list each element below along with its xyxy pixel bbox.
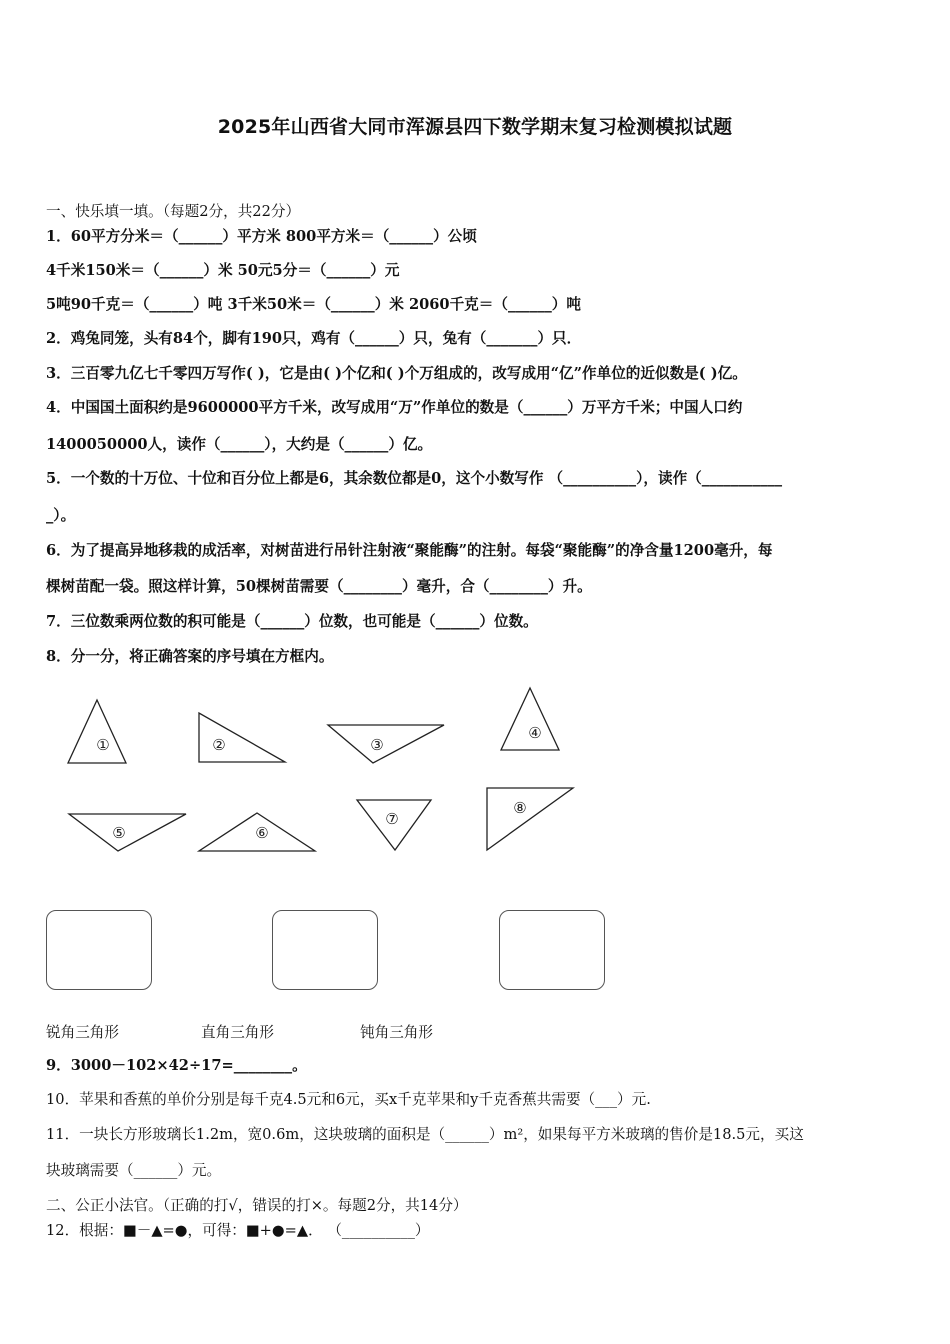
question-4-line-1: 4．中国国土面积约是9600000平方千米，改写成用“万”作单位的数是（______）万平方千米；中国人口约 — [46, 399, 743, 416]
triangle-label-6: ⑥ — [255, 824, 269, 842]
question-4-line-2: 1400050000人，读作（______），大约是（______）亿。 — [46, 436, 433, 453]
answer-box-right[interactable] — [272, 910, 378, 990]
question-11-line-1: 11．一块长方形玻璃长1.2m，宽0.6m，这块玻璃的面积是（______）m²，如果每平方米玻璃的售价是18.5元，买这 — [46, 1126, 804, 1143]
question-1-line-3: 5吨90千克＝（______）吨 3千米50米＝（______）米 2060千克＝（______）吨 — [46, 296, 581, 313]
triangle-label-5: ⑤ — [112, 824, 126, 842]
question-8: 8．分一分，将正确答案的序号填在方框内。 — [46, 648, 334, 665]
answer-box-acute[interactable] — [46, 910, 152, 990]
question-2: 2．鸡兔同笼，头有84个，脚有190只，鸡有（______）只，兔有（_______）只． — [46, 330, 582, 347]
triangle-label-1: ① — [96, 736, 110, 754]
triangle-3 — [328, 725, 444, 763]
question-3: 3．三百零九亿七千零四万写作( )，它是由( )个亿和( )个万组成的，改写成用“亿”作单位的近似数是( )亿。 — [46, 365, 747, 382]
question-9: 9．3000－102×42÷17=________。 — [46, 1057, 307, 1074]
question-7: 7．三位数乘两位数的积可能是（______）位数，也可能是（______）位数。 — [46, 613, 538, 630]
question-12: 12．根据：■－▲=●，可得：■+●=▲． （__________） — [46, 1222, 430, 1239]
triangle-label-4: ④ — [528, 724, 542, 742]
section-1-heading: 一、快乐填一填。（每题2分，共22分） — [46, 203, 301, 220]
label-acute-triangle: 锐角三角形 — [46, 1024, 119, 1041]
triangle-label-3: ③ — [370, 736, 384, 754]
label-right-triangle: 直角三角形 — [201, 1024, 274, 1041]
triangle-label-7: ⑦ — [385, 810, 399, 828]
triangle-figures — [0, 680, 620, 870]
question-5-line-1: 5．一个数的十万位、十位和百分位上都是6，其余数位都是0，这个小数写作 （__________），读作（___________ — [46, 470, 783, 487]
question-1-line-2: 4千米150米＝（______）米 50元5分＝（______）元 — [46, 262, 400, 279]
question-6-line-2: 棵树苗配一袋。照这样计算，50棵树苗需要（________）毫升，合（________）升。 — [46, 578, 592, 595]
question-11-line-2: 块玻璃需要（______）元。 — [46, 1162, 222, 1179]
triangle-8 — [487, 788, 573, 850]
triangle-label-2: ② — [212, 736, 226, 754]
label-obtuse-triangle: 钝角三角形 — [360, 1024, 433, 1041]
triangle-label-8: ⑧ — [513, 799, 527, 817]
answer-box-obtuse[interactable] — [499, 910, 605, 990]
question-5-line-2: _）。 — [46, 507, 76, 524]
section-2-heading: 二、公正小法官。（正确的打√，错误的打×。每题2分，共14分） — [46, 1197, 468, 1214]
triangle-5 — [69, 814, 186, 851]
question-10: 10．苹果和香蕉的单价分别是每千克4.5元和6元，买x千克苹果和y千克香蕉共需要（___）元. — [46, 1091, 651, 1108]
question-1-line-1: 1．60平方分米＝（______）平方米 800平方米＝（______）公顷 — [46, 228, 477, 245]
question-6-line-1: 6．为了提高异地移栽的成活率，对树苗进行吊针注射液“聚能酶”的注射。每袋“聚能酶”的净含量1200毫升，每 — [46, 542, 773, 559]
page-title: 2025年山西省大同市浑源县四下数学期末复习检测模拟试题 — [217, 116, 733, 138]
